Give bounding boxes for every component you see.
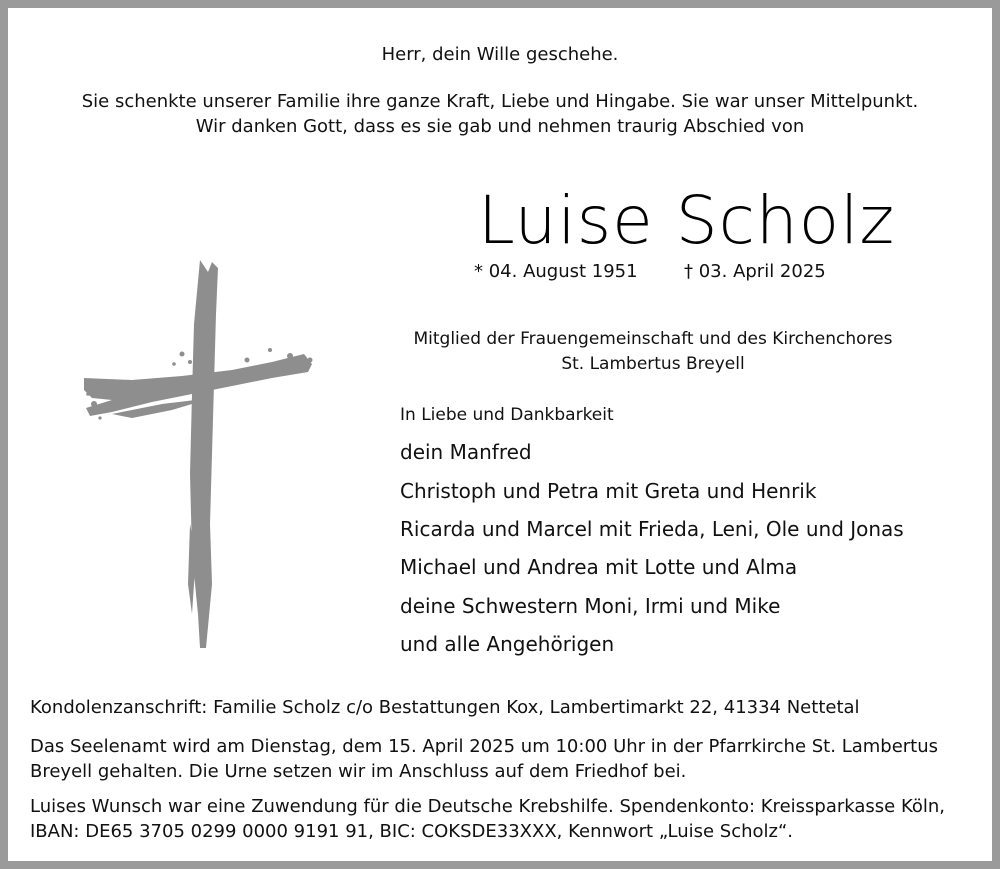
intro-line-1: Sie schenkte unserer Familie ihre ganze Kraft, Liebe und Hingabe. Sie war unser Mittelpunkt. — [81, 91, 919, 112]
membership-line-2: St. Lambertus Breyell — [561, 354, 745, 374]
death-date: † 03. April 2025 — [684, 261, 826, 282]
mourner-line: Ricarda und Marcel mit Frieda, Leni, Ole und Jonas — [400, 517, 904, 541]
service-line-1: Das Seelenamt wird am Dienstag, dem 15. April 2025 um 10:00 Uhr in der Pfarrkirche St. Lambertus — [30, 736, 939, 757]
condolence-address: Kondolenzanschrift: Familie Scholz c/o Bestattungen Kox, Lambertimarkt 22, 41334 Nettetal — [30, 697, 860, 718]
donation-line-1: Luises Wunsch war eine Zuwendung für die Deutsche Krebshilfe. Spendenkonto: Kreissparkasse Köln, — [30, 796, 945, 817]
motto: Herr, dein Wille geschehe. — [381, 44, 619, 65]
membership-line-1: Mitglied der Frauengemeinschaft und des Kirchenchores — [413, 329, 893, 349]
cross-icon — [72, 254, 332, 654]
mourner-line: und alle Angehörigen — [400, 632, 615, 656]
donation-line-2: IBAN: DE65 3705 0299 0000 9191 91, BIC: COKSDE33XXX, Kennwort „Luise Scholz“. — [30, 821, 794, 842]
mourner-line: Michael und Andrea mit Lotte und Alma — [400, 555, 798, 579]
intro-line-2: Wir danken Gott, dass es sie gab und nehmen traurig Abschied von — [195, 116, 805, 137]
service-line-2: Breyell gehalten. Die Urne setzen wir im Anschluss auf dem Friedhof bei. — [30, 761, 687, 782]
mourner-line: Christoph und Petra mit Greta und Henrik — [400, 479, 817, 503]
birth-date: * 04. August 1951 — [474, 261, 638, 282]
mourner-line: deine Schwestern Moni, Irmi und Mike — [400, 594, 781, 618]
mourners-intro: In Liebe und Dankbarkeit — [400, 405, 614, 425]
deceased-name: Luise Scholz — [478, 182, 896, 259]
mourner-line: dein Manfred — [400, 440, 532, 464]
